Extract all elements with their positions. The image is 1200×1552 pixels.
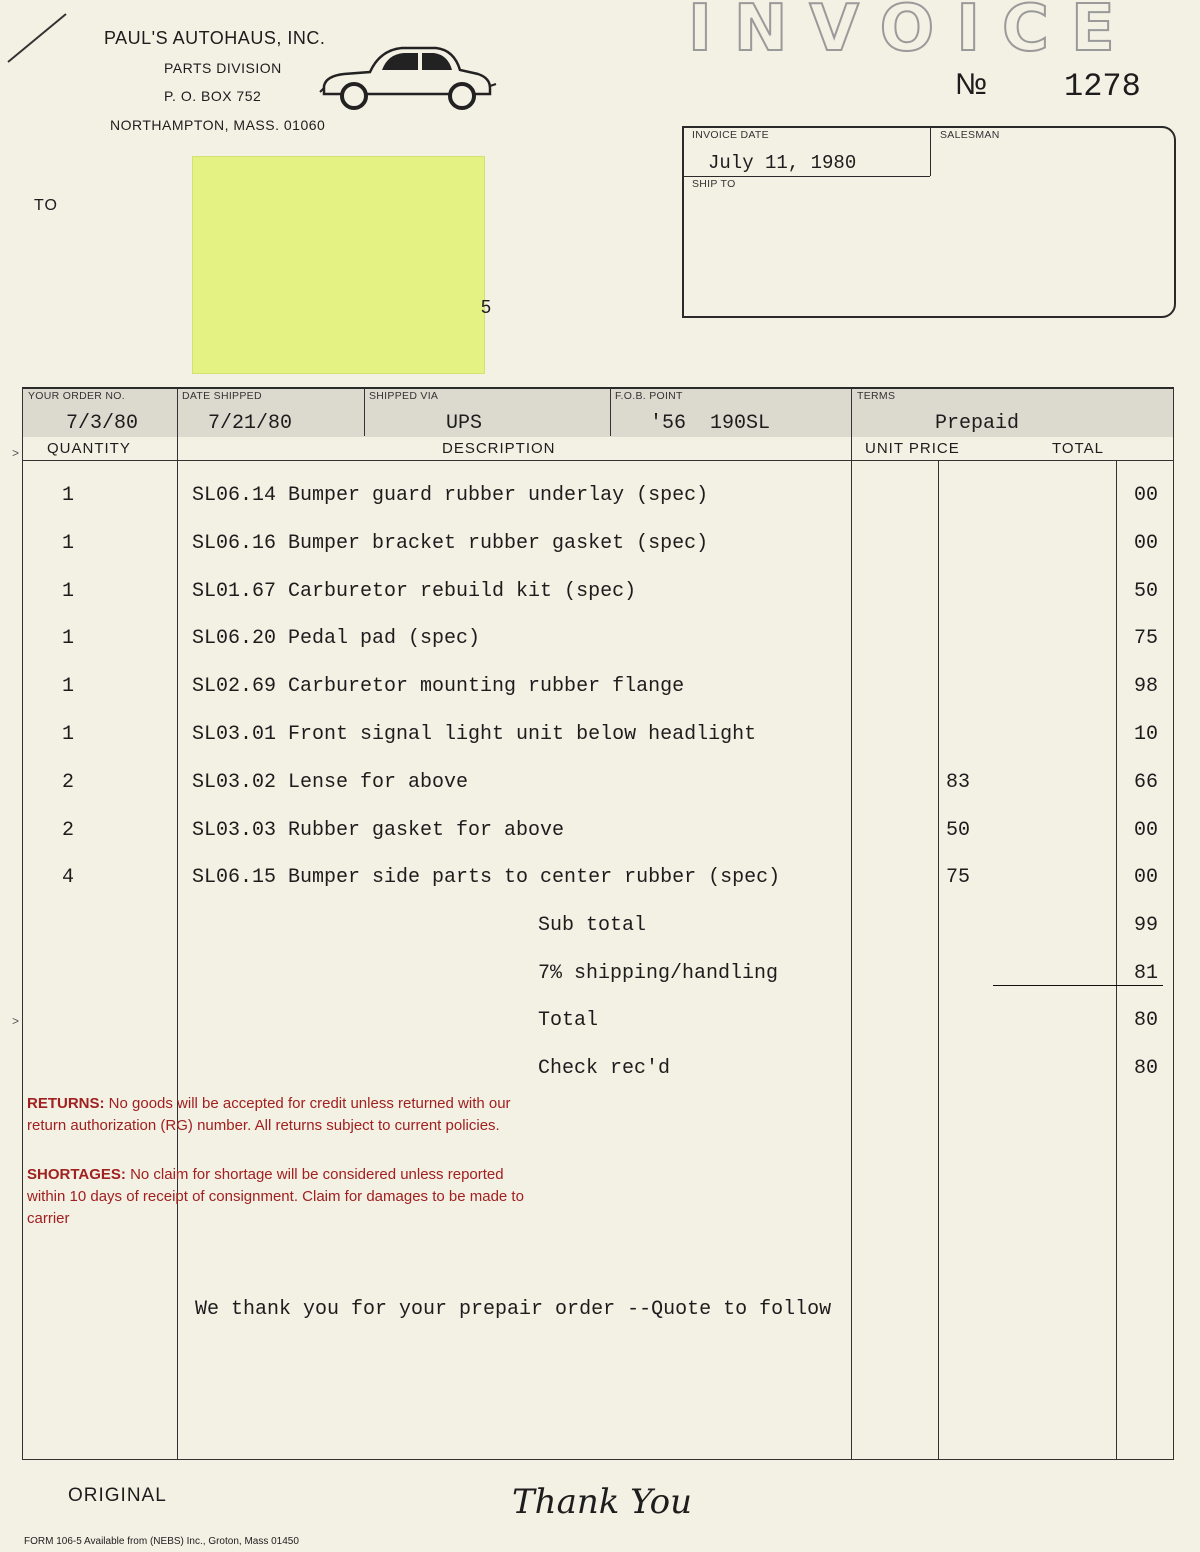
item-total-cents: 10 [1134,723,1159,746]
col-total: TOTAL [1052,440,1104,457]
returns-notice [27,1093,537,1137]
col-quantity: QUANTITY [47,440,131,457]
item-description: SL06.14 Bumper guard rubber underlay (spec) [192,484,709,507]
form-footer: FORM 106-5 Available from (NEBS) Inc., Groton, Mass 01450 [24,1536,299,1547]
item-total-cents: 00 [1134,532,1159,555]
summary-label: Sub total [538,914,647,937]
invoice-title: INVOICE [688,0,1137,66]
thank-note: We thank you for your prepair order --Quote to follow [195,1298,832,1321]
item-quantity: 4 [62,866,75,889]
company-division: PARTS DIVISION [164,60,282,76]
shortages-label: SHORTAGES: [27,1166,126,1183]
summary-label: Check rec'd [538,1057,671,1080]
item-total-cents: 00 [1134,819,1159,842]
item-total-cents: 66 [1134,771,1159,794]
item-description: SL03.01 Front signal light unit below headlight [192,723,757,746]
summary-total-cents: 99 [1134,914,1159,937]
item-quantity: 1 [62,675,75,698]
company-city: NORTHAMPTON, MASS. 01060 [110,117,326,133]
summary-total-cents: 80 [1134,1057,1159,1080]
returns-text: No goods will be accepted for credit unless returned with our return authorization (RG) number. All returns subject to current policies. [27,1095,511,1134]
redaction-sticky-note [192,156,485,374]
invoice-header-box [682,126,1176,318]
item-unit-cents: 75 [946,866,971,889]
item-unit-cents: 50 [946,819,971,842]
item-quantity: 1 [62,723,75,746]
company-po-box: P. O. BOX 752 [164,88,262,104]
item-total-cents: 00 [1134,866,1159,889]
invoice-date: July 11, 1980 [708,152,857,174]
date-shipped-label: DATE SHIPPED [182,390,262,402]
item-quantity: 1 [62,627,75,650]
summary-total-cents: 81 [1134,962,1159,985]
to-label: TO [34,197,58,214]
to-address-partial: 5 [481,297,492,317]
summary-total-cents: 80 [1134,1009,1159,1032]
item-description: SL01.67 Carburetor rebuild kit (spec) [192,580,637,603]
item-unit-cents: 83 [946,771,971,794]
date-shipped-value: 7/21/80 [208,412,293,435]
item-quantity: 1 [62,580,75,603]
thank-you-script: Thank You [512,1482,693,1522]
company-name: PAUL'S AUTOHAUS, INC. [104,28,326,48]
terms-value: Prepaid [935,412,1020,435]
item-quantity: 1 [62,484,75,507]
item-quantity: 2 [62,819,75,842]
summary-label: Total [538,1009,599,1032]
item-quantity: 2 [62,771,75,794]
item-description: SL06.16 Bumper bracket rubber gasket (spec) [192,532,709,555]
item-quantity: 1 [62,532,75,555]
shortages-notice [27,1164,537,1230]
pen-mark [0,0,80,80]
vintage-car-icon [318,40,498,112]
item-description: SL06.20 Pedal pad (spec) [192,627,481,650]
returns-label: RETURNS: [27,1095,105,1112]
ship-to-label: SHIP TO [692,178,736,190]
item-total-cents: 75 [1134,627,1159,650]
item-total-cents: 50 [1134,580,1159,603]
summary-label: 7% shipping/handling [538,962,779,985]
terms-label: TERMS [857,390,896,402]
item-total-cents: 98 [1134,675,1159,698]
margin-arrow-icon: > [12,446,20,460]
item-description: SL03.02 Lense for above [192,771,469,794]
salesman-label: SALESMAN [940,129,1000,141]
col-unit-price: UNIT PRICE [865,440,960,457]
item-total-cents: 00 [1134,484,1159,507]
item-description: SL02.69 Carburetor mounting rubber flange [192,675,685,698]
invoice-number-label: № [955,68,988,101]
margin-arrow-icon: > [12,1014,20,1028]
fob-label: F.O.B. POINT [615,390,683,402]
invoice-date-label: INVOICE DATE [692,129,769,141]
your-order-label: YOUR ORDER NO. [28,390,125,402]
copy-label: ORIGINAL [68,1485,167,1506]
item-description: SL06.15 Bumper side parts to center rubber (spec) [192,866,781,889]
col-description: DESCRIPTION [442,440,556,457]
shortages-text: No claim for shortage will be considered unless reported within 10 days of receipt of consignment. Claim for damages to be made to carrier [27,1166,524,1227]
item-description: SL03.03 Rubber gasket for above [192,819,565,842]
shipped-via-label: SHIPPED VIA [369,390,439,402]
shipped-via-value: UPS [446,412,483,435]
fob-value: '56 190SL [650,412,771,435]
your-order-value: 7/3/80 [66,412,139,435]
invoice-number: 1278 [1064,68,1141,105]
